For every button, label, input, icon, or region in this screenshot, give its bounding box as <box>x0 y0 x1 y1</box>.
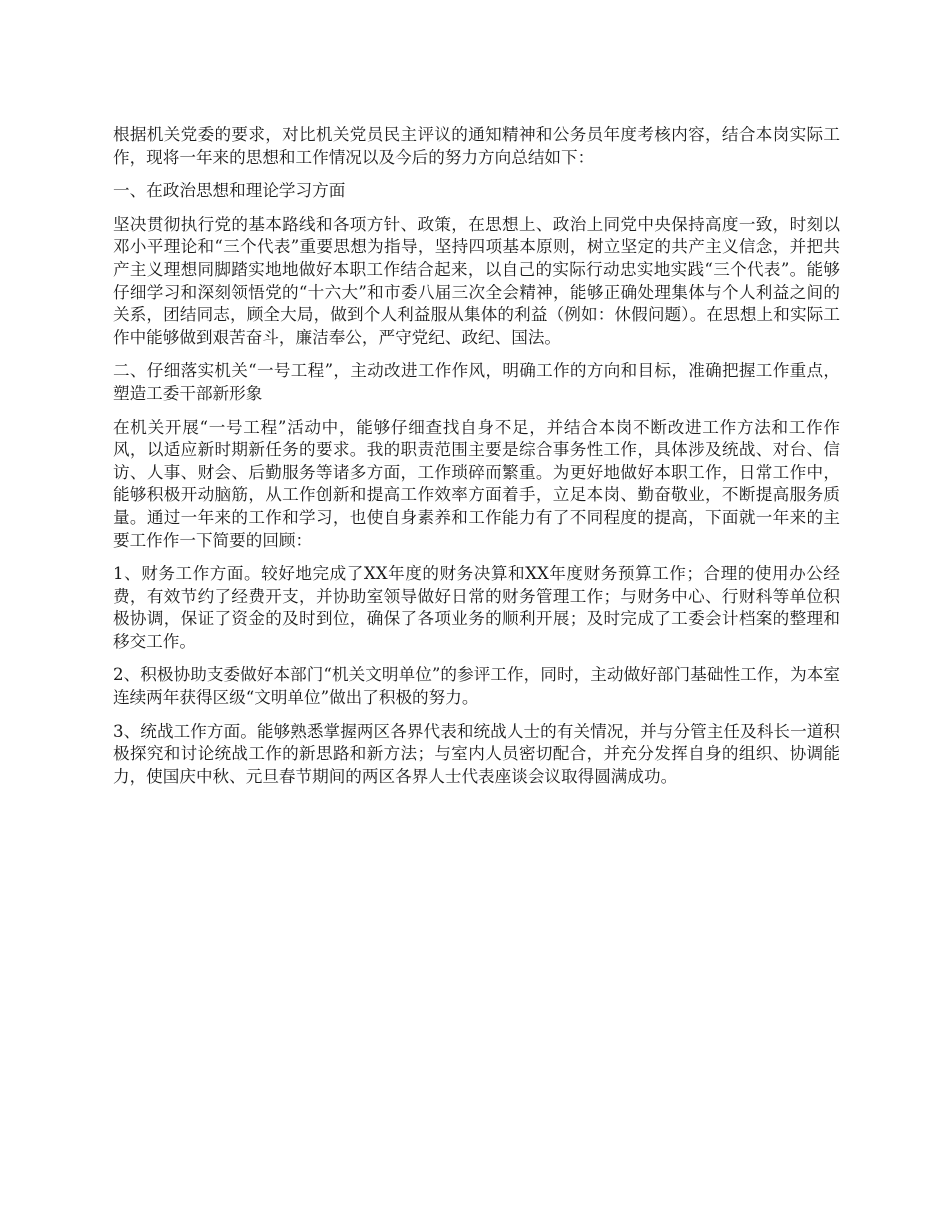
item-1-paragraph: 1、财务工作方面。较好地完成了XX年度的财务决算和XX年度财务预算工作；合理的使用办公经费，有效节约了经费开支，并协助室领导做好日常的财务管理工作；与财务中心、行财科等单位积极协调，保证了资金的及时到位，确保了各项业务的顺利开展；及时完成了工委会计档案的整理和移交工作。 <box>113 564 840 651</box>
section-1-heading: 一、在政治思想和理论学习方面 <box>113 181 346 201</box>
item-2-paragraph: 2、积极协助支委做好本部门“机关文明单位”的参评工作，同时，主动做好部门基础性工作，为本室连续两年获得区级“文明单位”做出了积极的努力。 <box>113 665 840 708</box>
section-1-paragraph: 坚决贯彻执行党的基本路线和各项方针、政策，在思想上、政治上同党中央保持高度一致，时刻以邓小平理论和“三个代表”重要思想为指导，坚持四项基本原则，树立坚定的共产主义信念，并把共产主义理想同脚踏实地地做好本职工作结合起来，以自己的实际行动忠实地实践“三个代表”。能够仔细学习和深刻领悟党的“十六大”和市委八届三次全会精神，能够正确处理集体与个人利益之间的关系，团结同志，顾全大局，做到个人利益服从集体的利益（例如：休假问题）。在思想上和实际工作中能够做到艰苦奋斗，廉洁奉公，严守党纪、政纪、国法。 <box>113 214 840 347</box>
item-3-paragraph: 3、统战工作方面。能够熟悉掌握两区各界代表和统战人士的有关情况，并与分管主任及科长一道积极探究和讨论统战工作的新思路和新方法；与室内人员密切配合，并充分发挥自身的组织、协调能力，使国庆中秋、元旦春节期间的两区各界人士代表座谈会议取得圆满成功。 <box>113 721 840 786</box>
document-body <box>113 124 840 799</box>
section-2-heading: 二、仔细落实机关“一号工程”，主动改进工作作风，明确工作的方向和目标，准确把握工作重点，塑造工委干部新形象 <box>113 361 840 403</box>
intro-paragraph: 根据机关党委的要求，对比机关党员民主评议的通知精神和公务员年度考核内容，结合本岗实际工作，现将一年来的思想和工作情况以及今后的努力方向总结如下： <box>113 125 840 167</box>
section-2-paragraph: 在机关开展“一号工程”活动中，能够仔细查找自身不足，并结合本岗不断改进工作方法和工作作风，以适应新时期新任务的要求。我的职责范围主要是综合事务性工作，具体涉及统战、对台、信访、人事、财会、后勤服务等诸多方面，工作琐碎而繁重。为更好地做好本职工作，日常工作中，能够积极开动脑筋，从工作创新和提高工作效率方面着手，立足本岗、勤奋敬业，不断提高服务质量。通过一年来的工作和学习，也使自身素养和工作能力有了不同程度的提高，下面就一年来的主要工作作一下简要的回顾： <box>113 417 840 550</box>
